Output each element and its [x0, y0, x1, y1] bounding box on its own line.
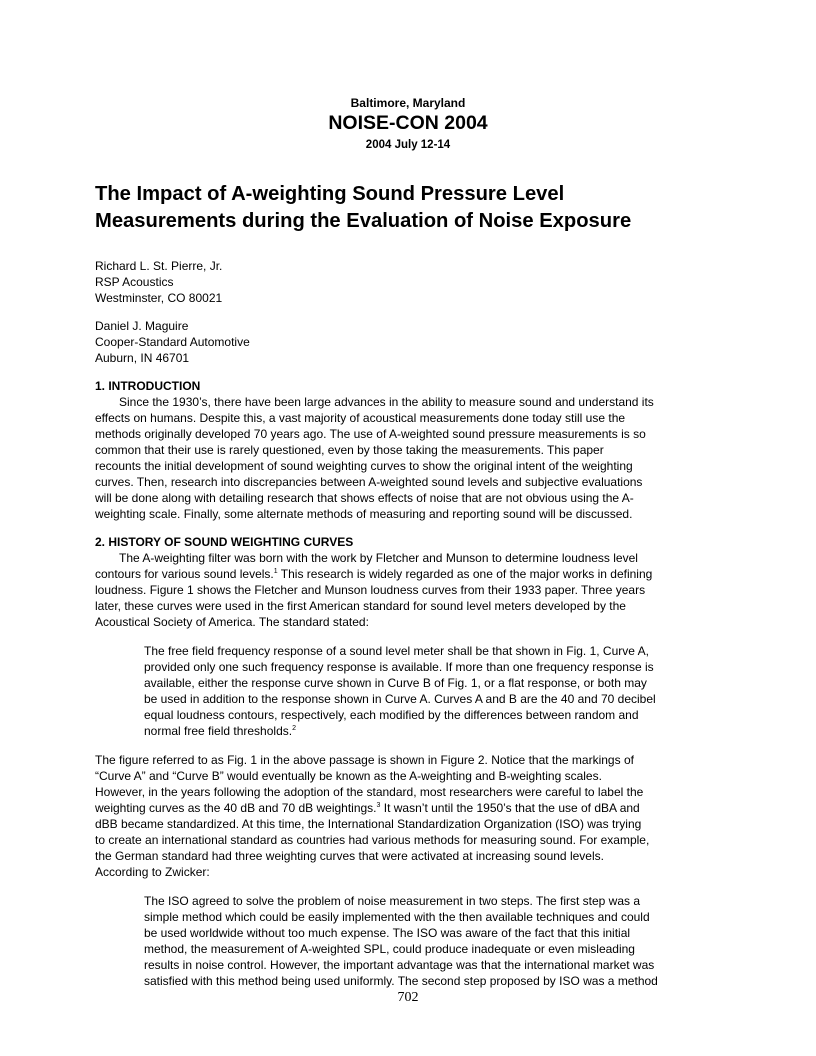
- body-line: The figure referred to as Fig. 1 in the above passage is shown in Figure 2. Notice that the markings of: [95, 753, 634, 767]
- quote-line: satisfied with this method being used uniformly. The second step proposed by ISO was a method: [144, 974, 658, 988]
- author-name: Daniel J. Maguire: [95, 319, 189, 333]
- quote-line: The free field frequency response of a sound level meter shall be that shown in Fig. 1, Curve A,: [144, 644, 649, 658]
- body-line: [95, 800, 727, 816]
- body-line: loudness. Figure 1 shows the Fletcher and Munson loudness curves from their 1933 paper. Three years: [95, 583, 646, 597]
- body-line: [95, 566, 727, 582]
- quote-line: [95, 723, 727, 739]
- body-line: to create an international standard as countries had various methods for measuring sound. For example,: [95, 833, 650, 847]
- body-line: methods originally developed 70 years ago. The use of A-weighted sound pressure measurements is so: [95, 427, 646, 441]
- paper-body: [95, 378, 727, 989]
- body-line: curves. Then, research into discrepancies between A-weighted sound levels and subjective evaluations: [95, 475, 643, 489]
- author-affiliation: RSP Acoustics: [95, 275, 174, 289]
- footnote-ref: 2: [292, 725, 296, 732]
- quote-line: be used worldwide without too much expense. The ISO was aware of the fact that this initial: [144, 926, 631, 940]
- body-text: It wasn’t until the 1950’s that the use of dBA and: [380, 801, 640, 815]
- block-quote: [95, 643, 727, 739]
- block-quote: [95, 893, 727, 989]
- quote-line: method, the measurement of A-weighted SPL, could produce inadequate or even misleading: [144, 942, 635, 956]
- body-line: However, in the years following the adoption of the standard, most researchers were careful to label the: [95, 785, 644, 799]
- body-line: will be done along with detailing research that shows effects of noise that are not obvious using the A-: [95, 491, 634, 505]
- body-line: weighting scale. Finally, some alternate methods of measuring and reporting sound will be discussed.: [95, 507, 633, 521]
- quote-line: be used in addition to the response shown in Curve A. Curves A and B are the 40 and 70 decibel: [144, 692, 656, 706]
- quote-line: equal loudness contours, respectively, each modified by the differences between random and: [144, 708, 639, 722]
- title-line: The Impact of A-weighting Sound Pressure Level: [95, 183, 565, 205]
- conference-name: NOISE-CON 2004: [328, 112, 488, 134]
- body-text: This research is widely regarded as one of the major works in defining: [277, 567, 653, 581]
- conference-location: Baltimore, Maryland: [350, 96, 466, 110]
- body-line: dBB became standardized. At this time, the International Standardization Organization (ISO) was trying: [95, 817, 642, 831]
- footnote-ref: 1: [273, 568, 278, 575]
- body-line: According to Zwicker:: [95, 865, 210, 879]
- body-line: The A-weighting filter was born with the work by Fletcher and Munson to determine loudness level: [119, 551, 638, 565]
- quote-line: simple method which could be easily implemented with the then available techniques and could: [144, 910, 650, 924]
- title-line: Measurements during the Evaluation of Noise Exposure: [95, 210, 632, 232]
- body-text: weighting curves as the 40 dB and 70 dB weightings.: [95, 801, 377, 815]
- footnote-ref: 3: [376, 802, 381, 809]
- author-name: Richard L. St. Pierre, Jr.: [95, 259, 223, 273]
- author-address: Westminster, CO 80021: [95, 291, 223, 305]
- quote-line: The ISO agreed to solve the problem of noise measurement in two steps. The first step was a: [144, 894, 641, 908]
- paper-title: [95, 181, 775, 235]
- body-line: Since the 1930’s, there have been large advances in the ability to measure sound and understand its: [119, 395, 654, 409]
- quote-line: results in noise control. However, the important advantage was that the international market was: [144, 958, 655, 972]
- body-line: later, these curves were used in the first American standard for sound level meters developed by the: [95, 599, 626, 613]
- author-affiliation: Cooper-Standard Automotive: [95, 335, 250, 349]
- conference-date: 2004 July 12-14: [365, 139, 451, 151]
- author-block: [95, 318, 250, 366]
- body-line: the German standard had three weighting curves that were activated at increasing sound levels.: [95, 849, 604, 863]
- body-text: contours for various sound levels.: [95, 567, 274, 581]
- body-line: common that their use is rarely questioned, even by those taking the measurements. This paper: [95, 443, 604, 457]
- body-line: effects on humans. Despite this, a vast majority of acoustical measurements done today still use the: [95, 411, 626, 425]
- section-heading-introduction: 1. INTRODUCTION: [95, 379, 201, 393]
- quote-line: available, either the response curve shown in Curve B of Fig. 1, or a flat response, or both may: [144, 676, 647, 690]
- author-address: Auburn, IN 46701: [95, 351, 190, 365]
- quote-text: normal free field thresholds.: [144, 724, 293, 738]
- body-line: Acoustical Society of America. The standard stated:: [95, 615, 369, 629]
- body-line: “Curve A” and “Curve B” would eventually be known as the A-weighting and B-weighting scales.: [95, 769, 602, 783]
- author-block: [95, 258, 222, 306]
- section-heading-history: 2. HISTORY OF SOUND WEIGHTING CURVES: [95, 535, 354, 549]
- page-number: 702: [397, 990, 419, 1005]
- body-line: recounts the initial development of sound weighting curves to show the original intent of the weighting: [95, 459, 633, 473]
- quote-line: provided only one such frequency response is available. If more than one frequency response is: [144, 660, 654, 674]
